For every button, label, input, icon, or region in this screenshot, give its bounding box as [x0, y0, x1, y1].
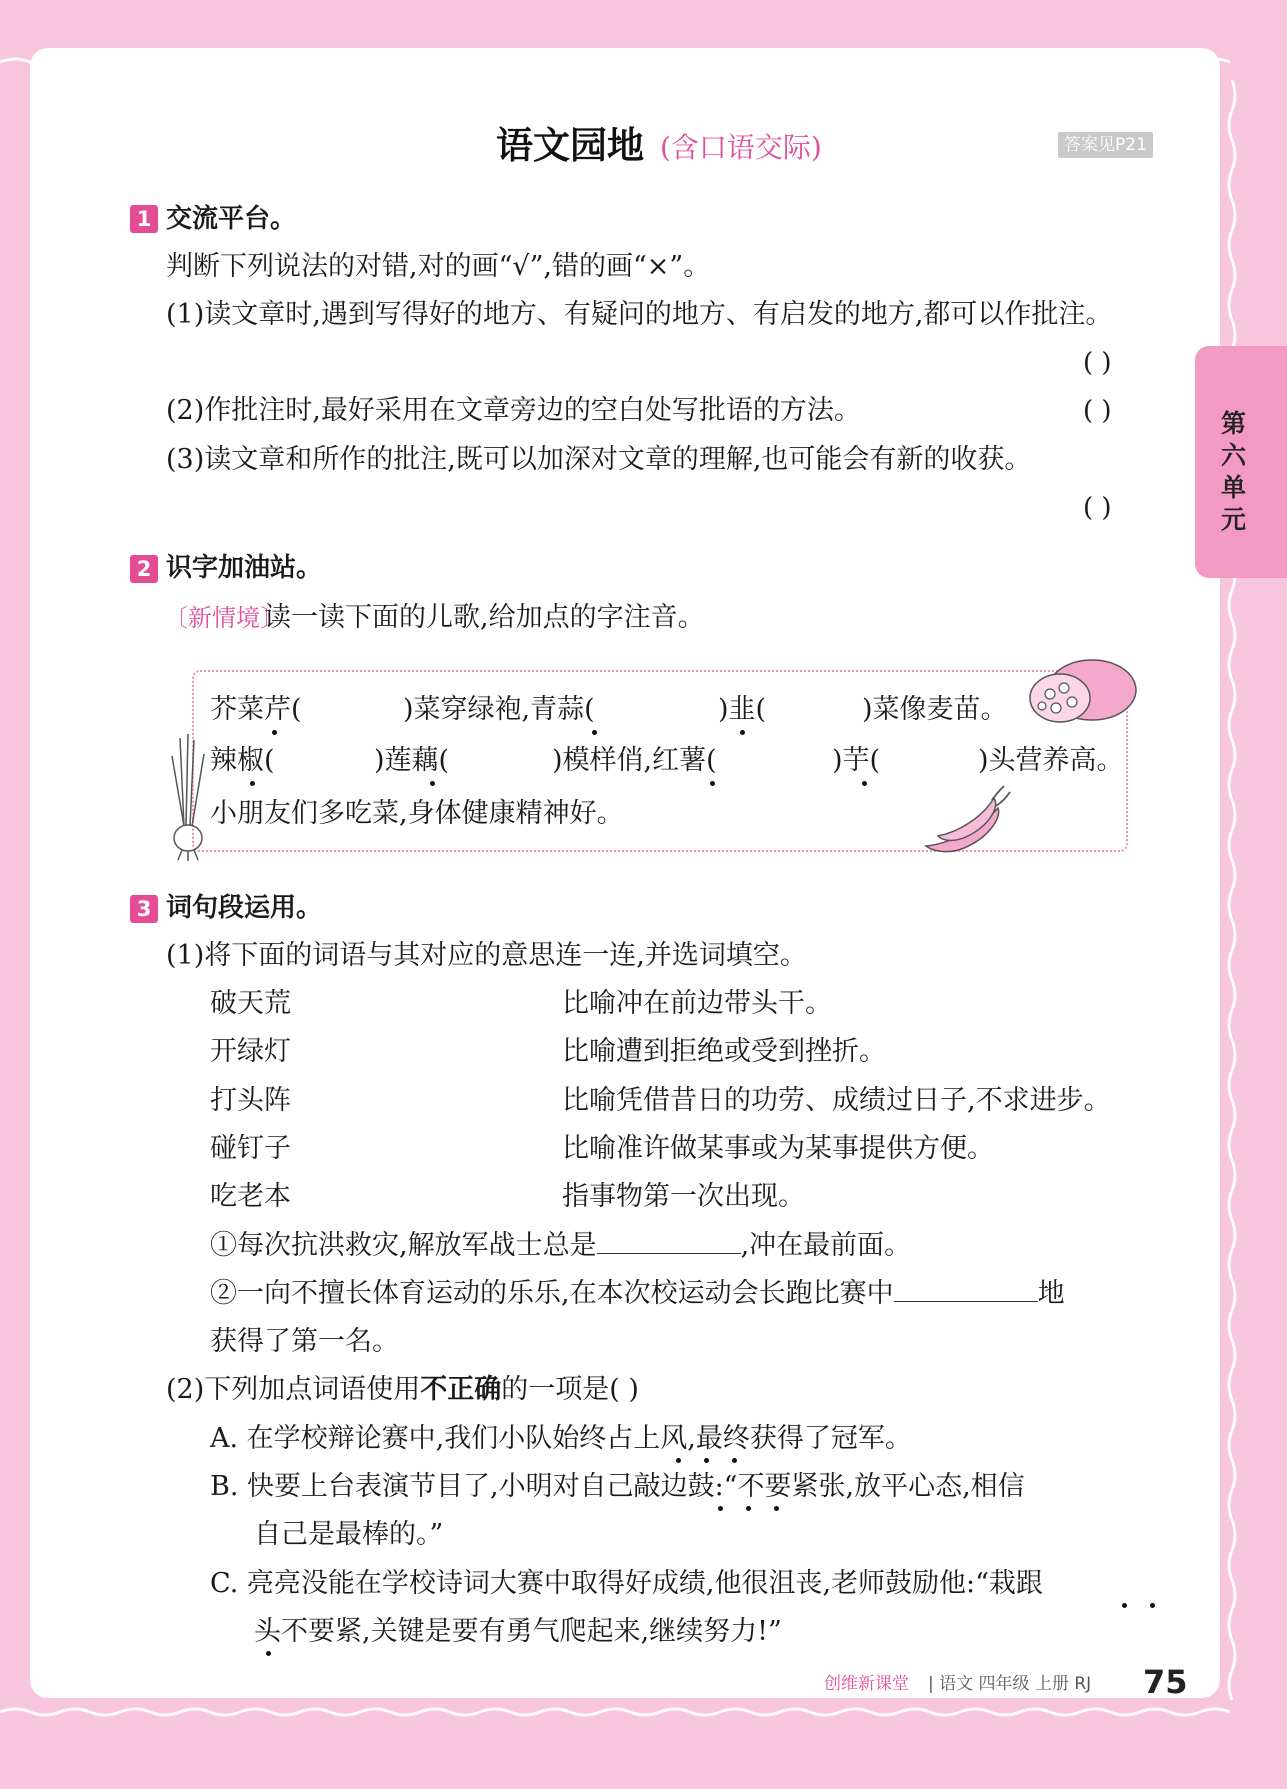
emphasis-dot: [676, 1458, 681, 1463]
song-line-2-part-1: 辣椒(: [210, 745, 275, 776]
section3-question-1: (1)将下面的词语与其对应的意思连一连,并选词填空。: [166, 940, 807, 971]
section-title-1: 交流平台。: [166, 204, 297, 234]
question-2-emphasis: 不正确: [420, 1374, 502, 1405]
fill-sentence-2: [210, 1277, 1065, 1311]
song-line-3: 小朋友们多吃菜,身体健康精神好。: [210, 798, 624, 829]
emphasis-dot: [250, 781, 255, 786]
fill-blank-1[interactable]: [597, 1229, 741, 1254]
option-b-line-2[interactable]: 自己是最棒的。”: [254, 1519, 444, 1550]
fill-sentence-2-continued: 获得了第一名。: [210, 1326, 399, 1357]
fill-sentence-1-end: ,冲在最前面。: [740, 1230, 912, 1261]
emphasis-dot: [774, 1506, 779, 1511]
match-word-3[interactable]: 打头阵: [210, 1085, 291, 1116]
song-line-1-part-1: 芥菜芹(: [210, 694, 302, 725]
option-b-line-1[interactable]: B. 快要上台表演节目了,小明对自己敲边鼓:“不要紧张,放平心态,相信: [210, 1471, 1025, 1502]
song-line-1-part-4: )菜像麦苗。: [862, 694, 1008, 725]
emphasis-dot: [592, 730, 597, 735]
section-title-3: 词句段运用。: [166, 893, 323, 923]
match-meaning-3[interactable]: 比喻凭借昔日的功劳、成绩过日子,不求进步。: [562, 1085, 1111, 1116]
emphasis-dot: [732, 1458, 737, 1463]
footer-book-info: | 语文 四年级 上册 RJ: [928, 1674, 1092, 1694]
fill-sentence-1: [210, 1229, 911, 1263]
section-number-1: 1: [130, 205, 158, 233]
emphasis-dot: [718, 1506, 723, 1511]
section1-item-1: (1)读文章时,遇到写得好的地方、有疑问的地方、有启发的地方,都可以作批注。: [166, 299, 1113, 330]
section1-instruction: 判断下列说法的对错,对的画“√”,错的画“×”。: [166, 251, 711, 282]
answer-paren-3[interactable]: ( ): [1083, 493, 1112, 523]
song-line-1-part-3: )韭(: [718, 694, 767, 725]
page-number: 75: [1143, 1663, 1188, 1701]
match-meaning-2[interactable]: 比喻遭到拒绝或受到挫折。: [562, 1036, 886, 1067]
emphasis-dot: [430, 781, 435, 786]
match-word-5[interactable]: 吃老本: [210, 1181, 291, 1212]
emphasis-dot: [1122, 1603, 1127, 1608]
question-2-start: (2)下列加点词语使用: [166, 1374, 421, 1405]
fill-sentence-1-start: ①每次抗洪救灾,解放军战士总是: [210, 1230, 597, 1261]
song-line-2-part-2: )莲藕(: [374, 745, 450, 776]
match-meaning-5[interactable]: 指事物第一次出现。: [562, 1181, 805, 1212]
song-line-1-part-2: )菜穿绿袍,青蒜(: [403, 694, 595, 725]
page-title: 语文园地: [496, 124, 644, 167]
answer-reference-badge: 答案见P21: [1058, 132, 1153, 158]
page-subtitle: (含口语交际): [660, 131, 822, 164]
lotus-root-icon: [1020, 652, 1140, 738]
emphasis-dot: [862, 781, 867, 786]
section-title-2: 识字加油站。: [166, 553, 323, 583]
section2-instruction: 读一读下面的儿歌,给加点的字注音。: [264, 602, 705, 633]
footer-brand: 创维新课堂: [824, 1674, 909, 1694]
unit-side-tab: [1195, 346, 1287, 578]
answer-paren-2[interactable]: ( ): [1083, 396, 1112, 426]
option-c-line-1[interactable]: C. 亮亮没能在学校诗词大赛中取得好成绩,他很沮丧,老师鼓励他:“栽跟: [210, 1568, 1043, 1599]
fill-sentence-2-start: ②一向不擅长体育运动的乐乐,在本次校运动会长跑比赛中: [210, 1278, 894, 1309]
emphasis-dot: [710, 781, 715, 786]
emphasis-dot: [266, 1651, 271, 1656]
section1-item-3: (3)读文章和所作的批注,既可以加深对文章的理解,也可能会有新的收获。: [166, 444, 1032, 475]
match-meaning-4[interactable]: 比喻准许做某事或为某事提供方便。: [562, 1133, 994, 1164]
option-c-line-2[interactable]: 头不要紧,关键是要有勇气爬起来,继续努力!”: [254, 1616, 782, 1647]
song-line-2-part-5: )头营养高。: [978, 745, 1124, 776]
answer-paren-1[interactable]: ( ): [1083, 348, 1112, 378]
section3-question-2: [166, 1373, 639, 1407]
question-2-end: 的一项是( ): [501, 1374, 639, 1405]
match-word-4[interactable]: 碰钉子: [210, 1133, 291, 1164]
option-a[interactable]: A. 在学校辩论赛中,我们小队始终占上风,最终获得了冠军。: [210, 1423, 912, 1454]
emphasis-dot: [272, 730, 277, 735]
fill-sentence-2-end: 地: [1037, 1278, 1065, 1309]
scallion-icon: [160, 726, 216, 862]
song-line-2-part-3: )模样俏,红薯(: [552, 745, 717, 776]
unit-side-tab-label: 第六单元: [1221, 409, 1247, 534]
chili-pepper-icon: [918, 784, 1018, 856]
section-number-3: 3: [130, 895, 158, 923]
match-meaning-1[interactable]: 比喻冲在前边带头干。: [562, 988, 832, 1019]
fill-blank-2[interactable]: [894, 1277, 1038, 1302]
section1-item-2: (2)作批注时,最好采用在文章旁边的空白处写批语的方法。: [166, 395, 861, 426]
new-context-tag: 〔新情境〕: [164, 604, 284, 632]
emphasis-dot: [740, 730, 745, 735]
emphasis-dot: [704, 1458, 709, 1463]
song-line-2-part-4: )芋(: [832, 745, 881, 776]
emphasis-dot: [746, 1506, 751, 1511]
section-number-2: 2: [130, 555, 158, 583]
emphasis-dot: [1150, 1603, 1155, 1608]
match-word-1[interactable]: 破天荒: [210, 988, 291, 1019]
match-word-2[interactable]: 开绿灯: [210, 1036, 291, 1067]
